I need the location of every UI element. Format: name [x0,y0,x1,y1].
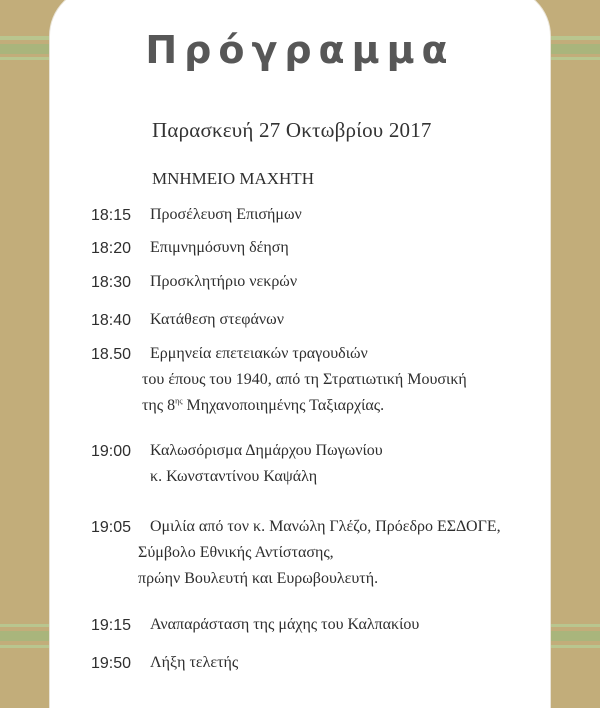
schedule-time: 18:30 [91,274,132,291]
schedule-text: Κατάθεση στεφάνων [150,311,284,328]
schedule-text: κ. Κωνσταντίνου Καψάλη [150,468,318,485]
schedule-text: Αναπαράσταση της μάχης του Καλπακίου [150,616,420,633]
schedule-time: 18:20 [91,240,132,257]
schedule-time: 19:50 [91,655,132,672]
schedule-text: Λήξη τελετής [150,654,239,671]
schedule-text: του έπους του 1940, από τη Στρατιωτική Μουσική [142,371,467,388]
schedule-time: 19:05 [91,519,132,536]
schedule-time: 19:15 [91,617,132,634]
schedule-text: Επιμνημόσυνη δέηση [150,239,289,256]
schedule-text: Προσέλευση Επισήμων [150,206,302,223]
schedule-text: Καλωσόρισμα Δημάρχου Πωγωνίου [150,442,383,459]
page-title: Πρόγραμμα [145,28,455,72]
schedule-text: πρώην Βουλευτή και Ευρωβουλευτή. [138,570,379,587]
schedule-time: 18.50 [91,346,132,363]
schedule-time: 18:15 [91,207,132,224]
event-date: Παρασκευή 27 Οκτωβρίου 2017 [152,118,432,142]
schedule-text: Προσκλητήριο νεκρών [150,273,298,290]
schedule-text: Σύμβολο Εθνικής Αντίστασης, [138,544,334,561]
schedule-time: 19:00 [91,443,132,460]
schedule-time: 18:40 [91,312,132,329]
schedule-text: Ομιλία από τον κ. Μανώλη Γλέζο, Πρόεδρο ΕΣΔΟΓΕ, [150,518,501,535]
schedule-text: Ερμηνεία επετειακών τραγουδιών [150,345,368,362]
venue-heading: ΜΝΗΜΕΙΟ ΜΑΧΗΤΗ [152,169,314,188]
schedule-text: της $8^{\eta\varsigma}$ Μηχανοποιημένης Ταξιαρχίας. [142,396,385,414]
